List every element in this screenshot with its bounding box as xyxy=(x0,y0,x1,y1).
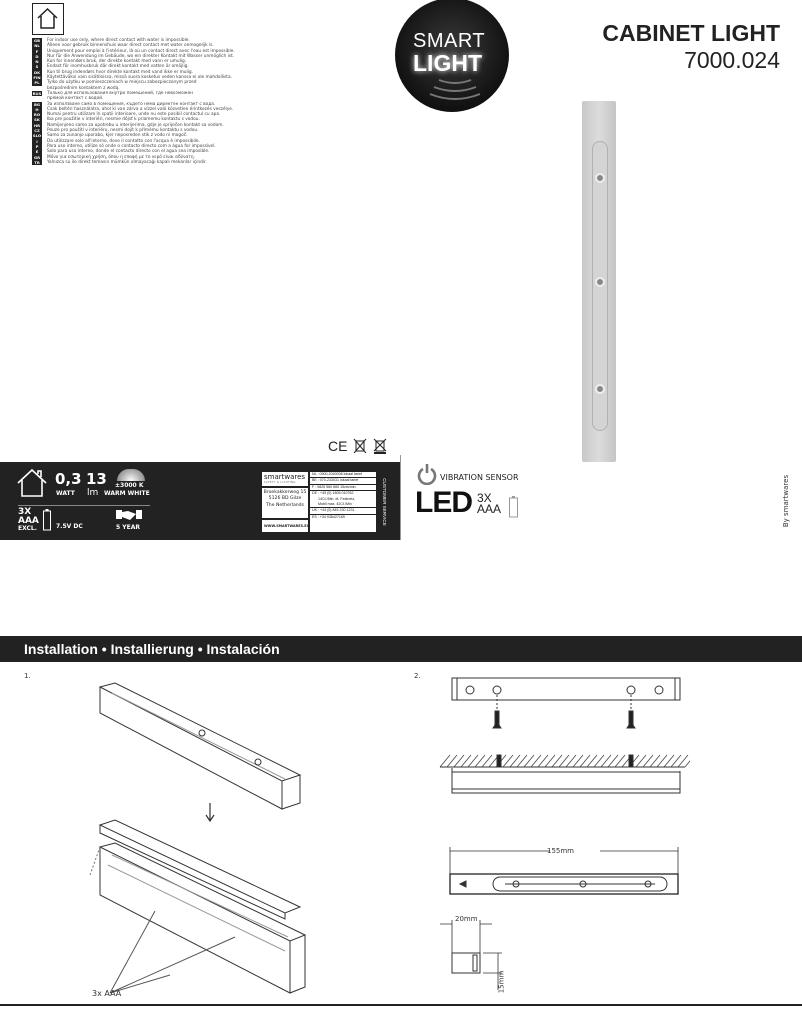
language-code: SK xyxy=(32,117,42,122)
vibration-sensor-label: VIBRATION SENSOR xyxy=(440,473,519,482)
indoor-warning-list xyxy=(32,38,272,165)
battery-count: 3X xyxy=(18,507,32,517)
warning-text: Pouze pro použití v interiéru, nesmí dojít k přímému kontaktu s vodou. xyxy=(47,128,199,134)
language-code: BG xyxy=(33,101,40,107)
language-code: SLO xyxy=(32,133,42,139)
led-battery-type: AAA xyxy=(477,502,502,516)
warning-text: Numai pentru utilizare în spații interioare, unde nu este posibil contactul cu apa. xyxy=(47,112,221,118)
language-code: F xyxy=(32,49,42,54)
language-code: N xyxy=(32,59,42,64)
logo-light: LIGHT xyxy=(413,50,482,76)
service-row: UK : +44 (0) 845 230 1231 xyxy=(310,508,376,514)
warning-text: Endast för inomhusbruk där direkt kontakt med vatten är omöjlig. xyxy=(47,64,189,70)
screw-hole xyxy=(595,277,605,287)
language-code: S xyxy=(32,64,42,69)
weee-bin-icon xyxy=(353,438,367,454)
warm-light-icon xyxy=(117,469,145,481)
warning-text: Samo za zunanjo uporabo, kjer neposreden stik z vodo ni mogoč. xyxy=(47,133,188,139)
address-line: The Netherlands xyxy=(265,502,304,508)
divider xyxy=(18,505,150,506)
language-code: CZ xyxy=(32,128,42,133)
bottom-border xyxy=(0,1004,802,1006)
language-code: D xyxy=(32,54,42,59)
language-code: GB xyxy=(33,38,40,43)
service-row: NL : 0900-2040008 lokaal tarief xyxy=(310,472,376,478)
brand-name: smartwares xyxy=(264,473,306,481)
spec-bar xyxy=(0,462,400,540)
language-code: FIN xyxy=(33,75,41,81)
customer-service-label: CUSTOMER SERVICE xyxy=(382,478,387,526)
smart-light-logo xyxy=(395,0,509,112)
language-code: P xyxy=(32,144,42,149)
step-2-label: 2. xyxy=(414,672,421,680)
service-row: BE : 070-233031 lokaal tarief xyxy=(310,478,376,484)
warning-text: Da utilizzare solo all'interno, dove il contatto con l'acqua è impossibile. xyxy=(47,138,200,144)
mounting-diagram xyxy=(430,675,690,805)
language-code: TR xyxy=(32,160,42,165)
language-code: RO xyxy=(33,112,41,118)
language-code: E xyxy=(32,149,42,154)
led-label: LED xyxy=(415,486,472,519)
panel-divider xyxy=(400,455,401,540)
warning-text: Alleen voor gebruik binnenshuis waar direct contact met water onmogelijk is. xyxy=(47,43,214,49)
service-row: 14Ct./Min. dt. Festnetz, xyxy=(318,496,356,501)
language-code: DK xyxy=(33,69,41,75)
address-box xyxy=(262,488,308,518)
warning-text: bezpośrednim kontaktem z wodą. xyxy=(47,85,120,91)
warning-text: Tylko do użytku w pomieszczeniach w miejscu zabezpieczonym przed xyxy=(47,80,197,86)
by-brand: By smartwares xyxy=(782,474,791,528)
product-title: CABINET LIGHT xyxy=(602,20,780,46)
indoor-house-icon xyxy=(16,468,48,498)
lumen-value: 13 xyxy=(86,470,107,488)
installation-heading: Installation • Installierung • Instalación xyxy=(0,636,802,662)
battery-type: AAA xyxy=(18,516,39,526)
brand-sub: SAFETY & LIGHTING xyxy=(264,481,296,484)
warning-text: Только для использования внутри помещений, где невозможен xyxy=(47,90,194,96)
warning-text: прямой контакт с водой. xyxy=(47,96,104,102)
handshake-icon xyxy=(116,508,142,522)
weee-bin-icon-2 xyxy=(373,438,387,454)
product-title-block xyxy=(602,20,780,73)
vibration-waves-icon xyxy=(425,76,485,106)
language-code: RUS xyxy=(32,90,42,96)
battery-icon xyxy=(509,496,518,518)
warning-text: Käytettäväksi vain sisätiloissa, missä suora kosketus veden kanssa ei ole mahdollista. xyxy=(47,75,232,81)
customer-service-table xyxy=(310,472,376,532)
product-image xyxy=(582,101,616,462)
warning-text: Para uso interno, utilize só onde o contacto directo com a água for impossível. xyxy=(47,143,216,149)
warning-text: Kun for innendørs bruk, der direkte kontakt med vann er umulig. xyxy=(47,59,187,65)
warning-text: Μόνο για εσωτερική χρήση, όπου η επαφή με το νερό είναι αδύνατη. xyxy=(47,154,195,160)
width-dimension: 20mm xyxy=(455,915,478,923)
brand-box xyxy=(262,472,308,486)
wall-hatch xyxy=(685,755,690,767)
battery-insertion-diagram xyxy=(60,675,340,1005)
language-code: NL xyxy=(32,43,42,48)
color-label: WARM WHITE xyxy=(104,490,150,497)
warranty: 5 YEAR xyxy=(116,524,140,531)
length-dimension: 155mm xyxy=(547,847,574,855)
watt-label: WATT xyxy=(56,490,75,497)
warning-text: Yalnızca su ile direkt temasın mümkün olmayacağı kapalı mekanlar içindir. xyxy=(47,159,207,165)
service-row: DE : +49 (0) 1805 010762 xyxy=(312,491,354,496)
indoor-use-box xyxy=(32,3,64,35)
step-1-label: 1. xyxy=(24,672,31,680)
power-icon xyxy=(417,463,437,485)
voltage: 7.5V DC xyxy=(56,523,83,530)
language-code: HR xyxy=(33,122,41,128)
language-code: GR xyxy=(33,154,41,160)
language-code: PL xyxy=(32,80,42,85)
warning-text: Namijenjeno samo za upotrebu u interijerima, gdje je spriječen kontakt sa vodom. xyxy=(47,122,224,128)
battery-icon xyxy=(43,509,51,531)
screw-hole xyxy=(595,384,605,394)
height-dimension: 15mm xyxy=(497,970,506,994)
watt-value: 0,3 xyxy=(55,470,82,488)
led-battery xyxy=(477,493,501,515)
logo-smart: SMART xyxy=(413,30,486,52)
language-code: H xyxy=(32,107,42,112)
warning-text: Iba pre použitie v interiéri, nesmie dôjsť k priamemu kontaktu s vodou. xyxy=(47,117,200,123)
warning-text: За използване само в помещения, където няма директен контакт с вода. xyxy=(47,101,216,107)
product-model: 7000.024 xyxy=(684,47,780,73)
battery-callout: 3x AAA xyxy=(92,989,122,998)
lumen-label: lm xyxy=(87,488,99,498)
service-row: Mobil max. 42Ct./Min xyxy=(310,502,376,508)
address-line: Broekakkerweg 15 xyxy=(263,490,307,495)
address-line: 5126 BD Gilze xyxy=(268,496,302,502)
screw-hole xyxy=(595,173,605,183)
warning-text: Csak beltéri használatra, ahol ki van zárva a vízzel való közvetlen érintkezés veszélye. xyxy=(47,106,234,112)
led-battery-count: 3X xyxy=(477,491,492,505)
battery-note: EXCL. xyxy=(18,525,38,532)
language-code: I xyxy=(32,139,42,144)
warning-row xyxy=(32,160,272,165)
house-icon xyxy=(33,4,62,33)
service-row: ES : +34 938427169 xyxy=(312,514,345,519)
warning-text: Solo para uso interno, donde el contacto directo con el agua sea imposible. xyxy=(47,149,210,155)
website[interactable]: WWW.SMARTWARES.EU xyxy=(262,520,308,532)
certification-marks xyxy=(328,438,387,454)
warning-text: Nur für die Anwendung im Gebäude, wo ein direkter Kontakt mit Wasser unmöglich ist. xyxy=(47,53,235,59)
color-temp: ±3000 K xyxy=(115,482,144,489)
warning-text: Kun til brug indendørs hvor direkte kontakt med vand ikke er mulig. xyxy=(47,69,194,75)
warning-text: For indoor use only, where direct contact with water is impossible. xyxy=(47,38,190,43)
warning-text: Uniquement pour emploi à l'intérieur, là où un contact direct avec l'eau est impossible. xyxy=(47,48,235,54)
ce-mark: CE xyxy=(328,438,348,454)
service-row: F : 0825 560 660 15cts/min. xyxy=(310,485,376,491)
